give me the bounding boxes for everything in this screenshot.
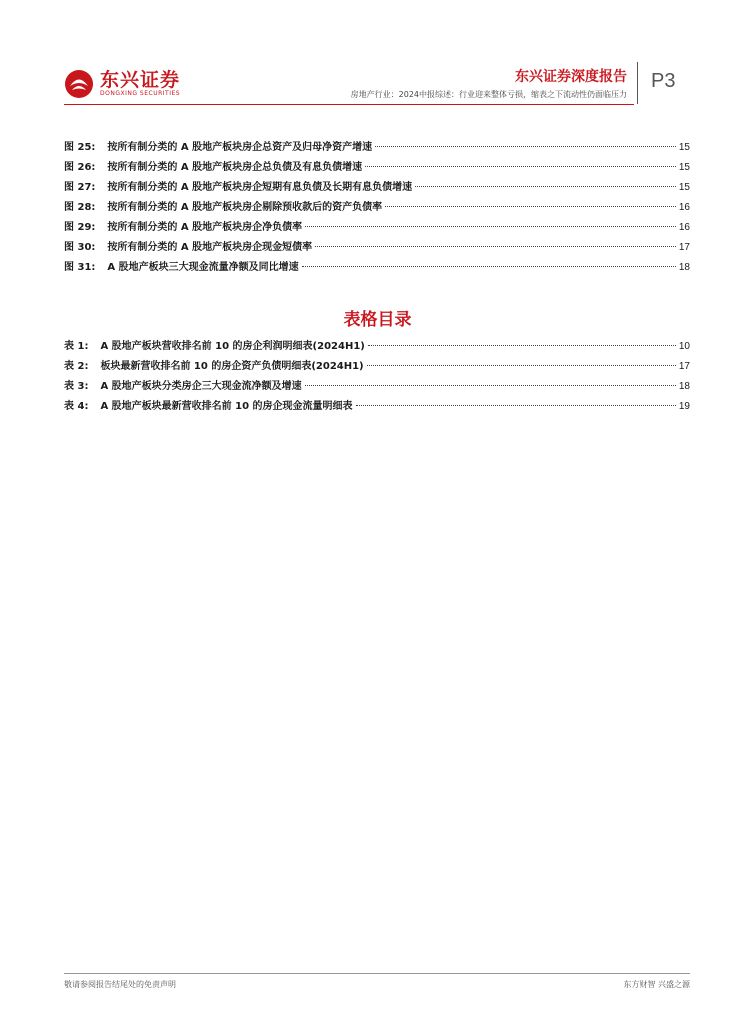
toc-leader-dots: [367, 365, 676, 366]
toc-page: 17: [678, 361, 690, 372]
toc-label: 图 29:: [64, 222, 96, 233]
toc-table-row[interactable]: [64, 377, 690, 397]
toc-leader-dots: [365, 166, 676, 167]
page-number: P3: [651, 70, 676, 92]
toc-page: 18: [678, 381, 690, 392]
header-divider: [64, 104, 634, 105]
toc-label: 图 28:: [64, 202, 96, 213]
company-logo: [64, 64, 180, 104]
toc-page: 15: [678, 182, 690, 193]
toc-title: A 股地产板块营收排名前 10 的房企利润明细表(2024H1): [100, 341, 365, 352]
toc-label: 图 31:: [64, 262, 96, 273]
toc-figure-row[interactable]: [64, 198, 690, 218]
toc-title: A 股地产板块三大现金流量净额及同比增速: [107, 262, 299, 273]
toc-label: 图 27:: [64, 182, 96, 193]
toc-page: 10: [678, 341, 690, 352]
toc-table-row[interactable]: [64, 397, 690, 417]
page-header: [0, 0, 755, 110]
toc-leader-dots: [368, 345, 676, 346]
toc-leader-dots: [305, 226, 676, 227]
toc-label: 图 26:: [64, 162, 96, 173]
toc-title: 板块最新营收排名前 10 的房企资产负债明细表(2024H1): [100, 361, 364, 372]
footer-disclaimer: 敬请参阅报告结尾处的免责声明: [64, 980, 176, 989]
logo-text-en: DONGXING SECURITIES: [100, 90, 181, 97]
toc-title: 按所有制分类的 A 股地产板块房企总资产及归母净资产增速: [107, 142, 373, 153]
toc-page: 15: [678, 162, 690, 173]
toc-figure-row[interactable]: [64, 258, 690, 278]
toc-page: 17: [678, 242, 690, 253]
toc-leader-dots: [315, 246, 676, 247]
toc-title: 按所有制分类的 A 股地产板块房企现金短债率: [107, 242, 313, 253]
header-vertical-divider: [637, 62, 638, 104]
toc-title: A 股地产板块最新营收排名前 10 的房企现金流量明细表: [100, 401, 353, 412]
toc-page: 15: [678, 142, 690, 153]
toc-label: 图 25:: [64, 142, 96, 153]
toc-title: 按所有制分类的 A 股地产板块房企剔除预收款后的资产负债率: [107, 202, 383, 213]
toc-title: 按所有制分类的 A 股地产板块房企净负债率: [107, 222, 303, 233]
report-subtitle: 房地产行业：2024中报综述：行业迎来整体亏损，缩表之下流动性仍面临压力: [350, 90, 627, 99]
report-type: 东兴证券深度报告: [515, 69, 627, 85]
toc-figure-row[interactable]: [64, 138, 690, 158]
toc-leader-dots: [356, 405, 676, 406]
toc-label: 表 4:: [64, 401, 89, 412]
toc-figure-row[interactable]: [64, 178, 690, 198]
toc-label: 表 1:: [64, 341, 89, 352]
toc-title: 按所有制分类的 A 股地产板块房企总负债及有息负债增速: [107, 162, 363, 173]
toc-label: 图 30:: [64, 242, 96, 253]
toc-page: 16: [678, 202, 690, 213]
toc-title: 按所有制分类的 A 股地产板块房企短期有息负债及长期有息负债增速: [107, 182, 413, 193]
toc-leader-dots: [302, 266, 676, 267]
toc-leader-dots: [385, 206, 676, 207]
toc-table-row[interactable]: [64, 337, 690, 357]
tables-section-title: 表格目录: [343, 310, 412, 330]
toc-page: 16: [678, 222, 690, 233]
logo-text-cn: 东兴证券: [100, 69, 181, 91]
toc-page: 19: [678, 401, 690, 412]
toc-leader-dots: [305, 385, 676, 386]
toc-figure-row[interactable]: [64, 158, 690, 178]
footer-divider: [64, 973, 690, 974]
logo-emblem-icon: [64, 69, 94, 99]
table-toc: [64, 337, 690, 417]
toc-title: A 股地产板块分类房企三大现金流净额及增速: [100, 381, 302, 392]
toc-page: 18: [678, 262, 690, 273]
toc-label: 表 2:: [64, 361, 89, 372]
footer-slogan: 东方财智 兴盛之源: [623, 980, 690, 989]
toc-label: 表 3:: [64, 381, 89, 392]
toc-leader-dots: [415, 186, 676, 187]
toc-figure-row[interactable]: [64, 218, 690, 238]
figure-toc: [64, 138, 690, 278]
toc-figure-row[interactable]: [64, 238, 690, 258]
toc-table-row[interactable]: [64, 357, 690, 377]
toc-leader-dots: [375, 146, 676, 147]
